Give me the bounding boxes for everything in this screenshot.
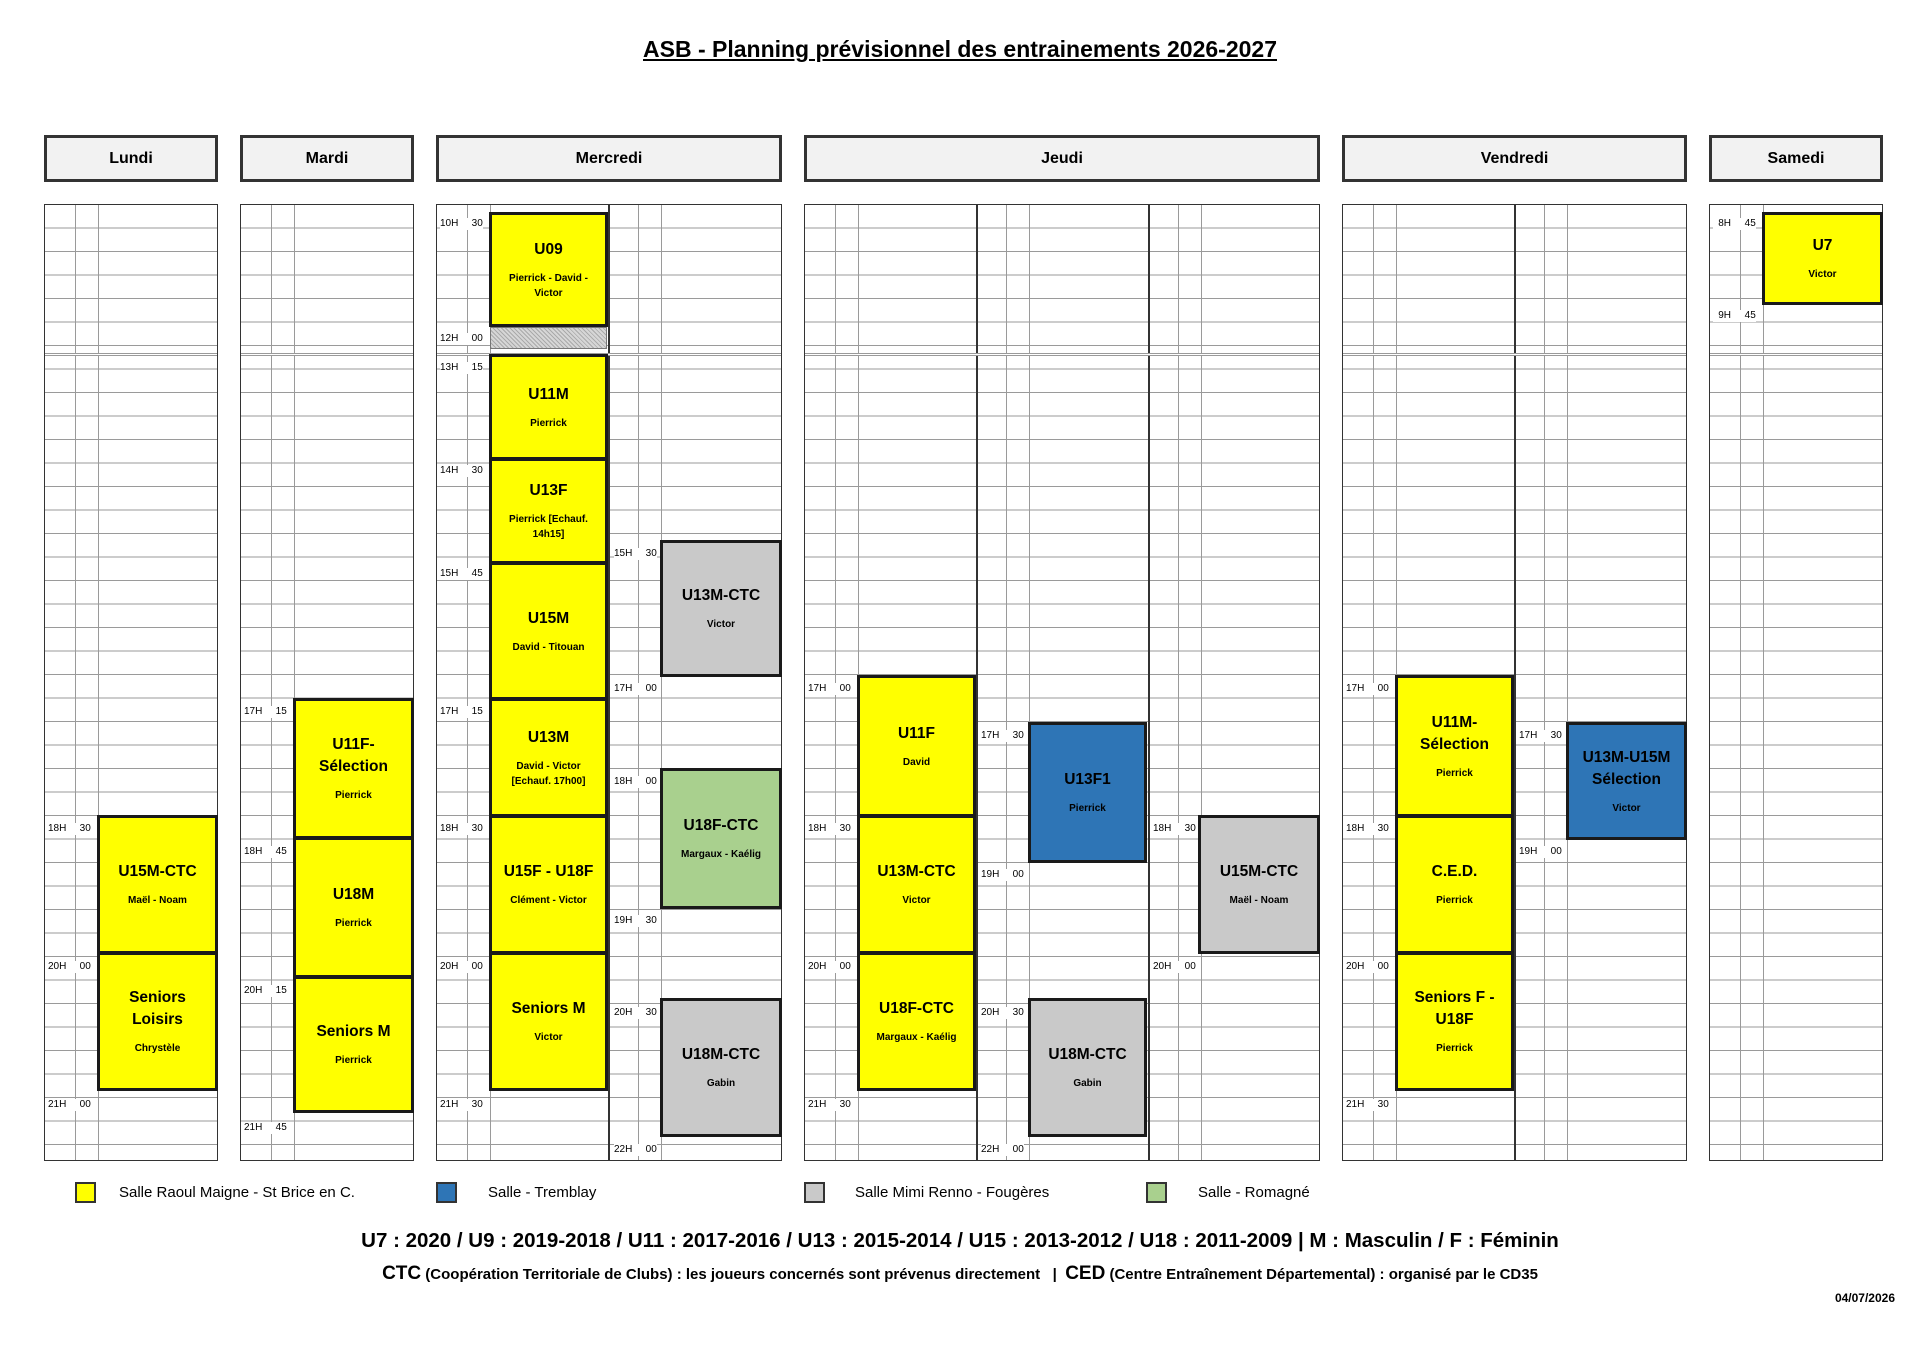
time-label: 19H 00: [981, 869, 1024, 880]
time-label: 10H 30: [440, 218, 483, 229]
session-mercredi-seniors-m: Seniors M Victor: [489, 952, 608, 1091]
time-label: 18H 30: [1153, 823, 1196, 834]
time-label: 18H 30: [48, 823, 91, 834]
time-label: 17H 00: [808, 683, 851, 694]
session-jeudi-u13f1: U13F1 Pierrick: [1028, 722, 1147, 863]
ced-abbr: CED: [1065, 1263, 1106, 1284]
session-vendredi-ced: C.E.D. Pierrick: [1395, 815, 1514, 954]
time-label: 17H 15: [440, 706, 483, 717]
session-mardi-u11f-selection: U11F-Sélection Pierrick: [293, 698, 414, 839]
time-label: 17H 00: [1346, 683, 1389, 694]
time-label: 18H 30: [808, 823, 851, 834]
legend-label-raoul-maigne: Salle Raoul Maigne - St Brice en C.: [119, 1184, 355, 1201]
time-label: 17H 15: [244, 706, 287, 717]
day-header-mardi: Mardi: [240, 135, 414, 182]
time-label: 21H 45: [244, 1122, 287, 1133]
footer-categories: U7 : 2020 / U9 : 2019-2018 / U11 : 2017-2016 / U13 : 2015-2014 / U15 : 2013-2012 / U18 : 2011-2009 | M : Masculin / F : Féminin: [361, 1229, 1559, 1252]
grid-samedi: [1709, 204, 1883, 1161]
legend-swatch-mimi-renno: [804, 1182, 825, 1203]
time-label: 14H 30: [440, 465, 483, 476]
day-header-samedi: Samedi: [1709, 135, 1883, 182]
session-lundi-seniors-loisirs: Seniors Loisirs Chrystèle: [97, 952, 218, 1091]
legend-swatch-raoul-maigne: [75, 1182, 96, 1203]
session-jeudi-u13m-ctc: U13M-CTC Victor: [857, 815, 976, 954]
day-header-mercredi: Mercredi: [436, 135, 782, 182]
time-label: 18H 30: [440, 823, 483, 834]
ctc-text: (Coopération Territoriale de Clubs) : les joueurs concernés sont prévenus directement |: [421, 1266, 1066, 1283]
session-mardi-u18m: U18M Pierrick: [293, 837, 414, 978]
time-label: 19H 00: [1519, 846, 1562, 857]
time-label: 15H 30: [614, 548, 657, 559]
session-jeudi-u18f-ctc: U18F-CTC Margaux - Kaélig: [857, 952, 976, 1091]
session-samedi-u7: U7 Victor: [1762, 212, 1883, 305]
time-label: 9H 45: [1713, 310, 1756, 322]
time-label: 20H 00: [808, 961, 851, 972]
break-hatch: [490, 327, 607, 349]
session-mercredi-u13f: U13F Pierrick [Echauf. 14h15]: [489, 458, 608, 564]
session-mercredi-u09: U09 Pierrick - David - Victor: [489, 212, 608, 327]
document-date: 04/07/2026: [1834, 1291, 1895, 1305]
time-label: 21H 30: [808, 1099, 851, 1110]
legend-label-tremblay: Salle - Tremblay: [488, 1184, 597, 1201]
ced-text: (Centre Entraînement Départemental) : organisé par le CD35: [1105, 1266, 1538, 1283]
legend-swatch-romagne: [1146, 1182, 1167, 1203]
session-mercredi-u11m: U11M Pierrick: [489, 354, 608, 460]
time-label: 13H 15: [440, 362, 483, 373]
time-label: 22H 00: [614, 1144, 657, 1155]
session-mercredi-u18f-ctc: U18F-CTC Margaux - Kaélig: [660, 768, 782, 909]
time-label: 22H 00: [981, 1144, 1024, 1155]
session-jeudi-u18m-ctc: U18M-CTC Gabin: [1028, 998, 1147, 1137]
legend-label-romagne: Salle - Romagné: [1198, 1184, 1310, 1201]
time-label: 17H 30: [1519, 730, 1562, 741]
grid-vendredi: [1342, 204, 1687, 1161]
time-label: 8H 45: [1713, 218, 1756, 230]
time-label: 17H 00: [614, 683, 657, 694]
day-header-vendredi: Vendredi: [1342, 135, 1687, 182]
day-header-jeudi: Jeudi: [804, 135, 1320, 182]
time-label: 20H 30: [614, 1007, 657, 1018]
session-lundi-u15m-ctc: U15M-CTC Maël - Noam: [97, 815, 218, 954]
session-jeudi-u15m-ctc: U15M-CTC Maël - Noam: [1198, 815, 1320, 954]
time-label: 18H 45: [244, 846, 287, 857]
time-label: 18H 30: [1346, 823, 1389, 834]
session-mercredi-u18m-ctc: U18M-CTC Gabin: [660, 998, 782, 1137]
legend-label-mimi-renno: Salle Mimi Renno - Fougères: [855, 1184, 1050, 1201]
session-mercredi-u15f-u18f: U15F - U18F Clément - Victor: [489, 815, 608, 954]
time-label: 20H 00: [440, 961, 483, 972]
time-label: 21H 30: [1346, 1099, 1389, 1110]
time-label: 19H 30: [614, 915, 657, 926]
time-label: 20H 00: [1153, 961, 1196, 972]
session-mercredi-u13m: U13M David - Victor [Echauf. 17h00]: [489, 698, 608, 817]
legend-swatch-tremblay: [436, 1182, 457, 1203]
time-label: 20H 15: [244, 985, 287, 996]
footer-abbreviations: [0, 1263, 1920, 1285]
session-vendredi-seniors-f-u18f: Seniors F - U18F Pierrick: [1395, 952, 1514, 1091]
time-label: 18H 00: [614, 776, 657, 787]
time-label: 20H 00: [48, 961, 91, 972]
session-mardi-seniors-m: Seniors M Pierrick: [293, 976, 414, 1113]
session-mercredi-u15m: U15M David - Titouan: [489, 562, 608, 700]
session-mercredi-u13m-ctc: U13M-CTC Victor: [660, 540, 782, 677]
page-title: ASB - Planning prévisionnel des entrainements 2026-2027: [643, 36, 1277, 62]
day-header-lundi: Lundi: [44, 135, 218, 182]
time-label: 20H 00: [1346, 961, 1389, 972]
session-vendredi-u11m-selection: U11M-Sélection Pierrick: [1395, 675, 1514, 817]
time-label: 12H 00: [440, 333, 483, 344]
time-label: 15H 45: [440, 568, 483, 579]
time-label: 20H 30: [981, 1007, 1024, 1018]
ctc-abbr: CTC: [382, 1263, 422, 1284]
session-vendredi-u13m-u15m-selection: U13M-U15M Sélection Victor: [1566, 722, 1687, 840]
time-label: 21H 00: [48, 1099, 91, 1110]
session-jeudi-u11f: U11F David: [857, 675, 976, 817]
time-label: 17H 30: [981, 730, 1024, 741]
time-label: 21H 30: [440, 1099, 483, 1110]
